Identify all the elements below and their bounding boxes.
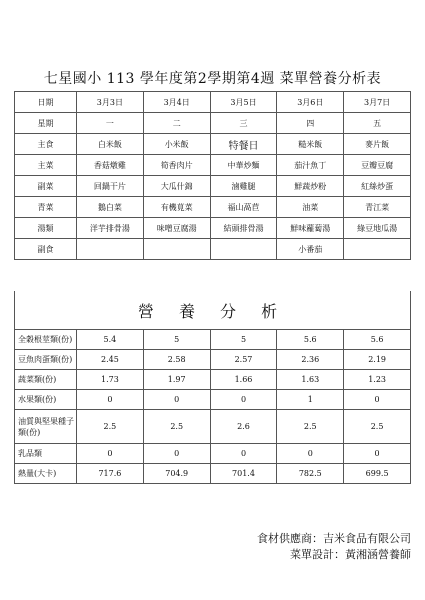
- nutrition-row: [15, 330, 411, 350]
- menu-cell: 白米飯: [77, 134, 144, 155]
- nutrition-heading: 營 養 分 析: [15, 291, 411, 330]
- menu-cell: 中華炒麵: [210, 155, 277, 176]
- menu-cell: 五: [344, 113, 411, 134]
- nutrition-value: 0: [344, 444, 411, 464]
- menu-cell: 回鍋干片: [77, 176, 144, 197]
- menu-cell: 小米飯: [143, 134, 210, 155]
- menu-cell: 豆瓣豆腐: [344, 155, 411, 176]
- menu-row: [15, 218, 411, 239]
- menu-cell: 油菜: [277, 197, 344, 218]
- nutrition-value: 5: [210, 330, 277, 350]
- nutrition-value: 2.5: [277, 410, 344, 444]
- nutrition-value: 2.19: [344, 350, 411, 370]
- menu-cell: 小番茄: [277, 239, 344, 260]
- nutrition-row-label: 油質與堅果種子類(份): [15, 410, 77, 444]
- page-title: 七星國小 113 學年度第2學期第4週 菜單營養分析表: [43, 71, 382, 87]
- menu-cell: 結頭排骨湯: [210, 218, 277, 239]
- nutrition-value: 782.5: [277, 464, 344, 484]
- menu-cell: 紅絲炒蛋: [344, 176, 411, 197]
- nutrition-row: [15, 410, 411, 444]
- designer-text: 菜單設計：黃湘涵營養師: [290, 548, 411, 561]
- nutrition-value: 704.9: [143, 464, 210, 484]
- menu-row-label: 青菜: [15, 197, 77, 218]
- menu-cell: 鮮味蘿蔔湯: [277, 218, 344, 239]
- menu-row: [15, 176, 411, 197]
- nutrition-row: [15, 444, 411, 464]
- nutrition-row: [15, 350, 411, 370]
- menu-cell: 大瓜什錦: [143, 176, 210, 197]
- nutrition-value: 1.23: [344, 370, 411, 390]
- nutrition-value: 2.58: [143, 350, 210, 370]
- nutrition-value: 2.5: [77, 410, 144, 444]
- menu-row-label: 日期: [15, 92, 77, 113]
- nutrition-row: [15, 370, 411, 390]
- nutrition-row-label: 全穀根莖類(份): [15, 330, 77, 350]
- nutrition-value: 717.6: [77, 464, 144, 484]
- menu-cell: 二: [143, 113, 210, 134]
- menu-cell: [77, 239, 144, 260]
- nutrition-value: 5.4: [77, 330, 144, 350]
- nutrition-row-label: 乳品類: [15, 444, 77, 464]
- menu-row-label: 湯類: [15, 218, 77, 239]
- nutrition-value: 5.6: [277, 330, 344, 350]
- menu-cell: 糙米飯: [277, 134, 344, 155]
- menu-cell: 四: [277, 113, 344, 134]
- menu-row: [15, 92, 411, 113]
- nutrition-table: [14, 291, 411, 484]
- nutrition-value: 0: [210, 444, 277, 464]
- menu-cell: 特餐日: [210, 134, 277, 155]
- nutrition-value: 2.5: [344, 410, 411, 444]
- nutrition-row-label: 水果類(份): [15, 390, 77, 410]
- nutrition-value: 0: [143, 390, 210, 410]
- menu-cell: 綠豆地瓜湯: [344, 218, 411, 239]
- menu-cell: 3月5日: [210, 92, 277, 113]
- nutrition-value: 0: [143, 444, 210, 464]
- menu-cell: 福山萵苣: [210, 197, 277, 218]
- menu-row-label: 副菜: [15, 176, 77, 197]
- nutrition-row-label: 蔬菜類(份): [15, 370, 77, 390]
- nutrition-value: 2.5: [143, 410, 210, 444]
- menu-row: [15, 113, 411, 134]
- nutrition-value: 0: [344, 390, 411, 410]
- nutrition-value: 1.66: [210, 370, 277, 390]
- nutrition-value: 5: [143, 330, 210, 350]
- menu-cell: 鵝白菜: [77, 197, 144, 218]
- menu-row-label: 副食: [15, 239, 77, 260]
- menu-cell: 鮮蔬炒粉: [277, 176, 344, 197]
- nutrition-value: 0: [77, 390, 144, 410]
- menu-cell: [143, 239, 210, 260]
- menu-row-label: 主菜: [15, 155, 77, 176]
- menu-cell: 味噌豆腐湯: [143, 218, 210, 239]
- menu-cell: 麥片飯: [344, 134, 411, 155]
- menu-row: [15, 239, 411, 260]
- menu-cell: 3月3日: [77, 92, 144, 113]
- menu-cell: 一: [77, 113, 144, 134]
- menu-row-label: 主食: [15, 134, 77, 155]
- menu-cell: [344, 239, 411, 260]
- menu-cell: [210, 239, 277, 260]
- nutrition-value: 2.6: [210, 410, 277, 444]
- menu-table: [14, 91, 411, 260]
- nutrition-row-label: 豆魚肉蛋類(份): [15, 350, 77, 370]
- nutrition-value: 1.73: [77, 370, 144, 390]
- menu-cell: 茄汁魚丁: [277, 155, 344, 176]
- nutrition-value: 699.5: [344, 464, 411, 484]
- menu-row: [15, 155, 411, 176]
- nutrition-value: 0: [210, 390, 277, 410]
- nutrition-value: 1.97: [143, 370, 210, 390]
- menu-cell: 三: [210, 113, 277, 134]
- menu-cell: 青江菜: [344, 197, 411, 218]
- nutrition-value: 0: [77, 444, 144, 464]
- menu-cell: 3月7日: [344, 92, 411, 113]
- nutrition-row: [15, 390, 411, 410]
- nutrition-value: 1.63: [277, 370, 344, 390]
- nutrition-heading-row: [15, 291, 411, 330]
- menu-cell: 滷雞腿: [210, 176, 277, 197]
- nutrition-row-label: 熱量(大卡): [15, 464, 77, 484]
- menu-row: [15, 197, 411, 218]
- nutrition-value: 701.4: [210, 464, 277, 484]
- menu-cell: 香菇燉雞: [77, 155, 144, 176]
- nutrition-value: 2.36: [277, 350, 344, 370]
- nutrition-value: 5.6: [344, 330, 411, 350]
- menu-cell: 3月4日: [143, 92, 210, 113]
- menu-cell: 筍香肉片: [143, 155, 210, 176]
- menu-cell: 洋芋排骨湯: [77, 218, 144, 239]
- nutrition-value: 2.45: [77, 350, 144, 370]
- nutrition-value: 2.57: [210, 350, 277, 370]
- nutrition-value: 1: [277, 390, 344, 410]
- supplier-text: 食材供應商：吉米食品有限公司: [257, 532, 411, 545]
- menu-cell: 3月6日: [277, 92, 344, 113]
- nutrition-value: 0: [277, 444, 344, 464]
- menu-row: [15, 134, 411, 155]
- menu-cell: 有機莧菜: [143, 197, 210, 218]
- menu-row-label: 星期: [15, 113, 77, 134]
- nutrition-row: [15, 464, 411, 484]
